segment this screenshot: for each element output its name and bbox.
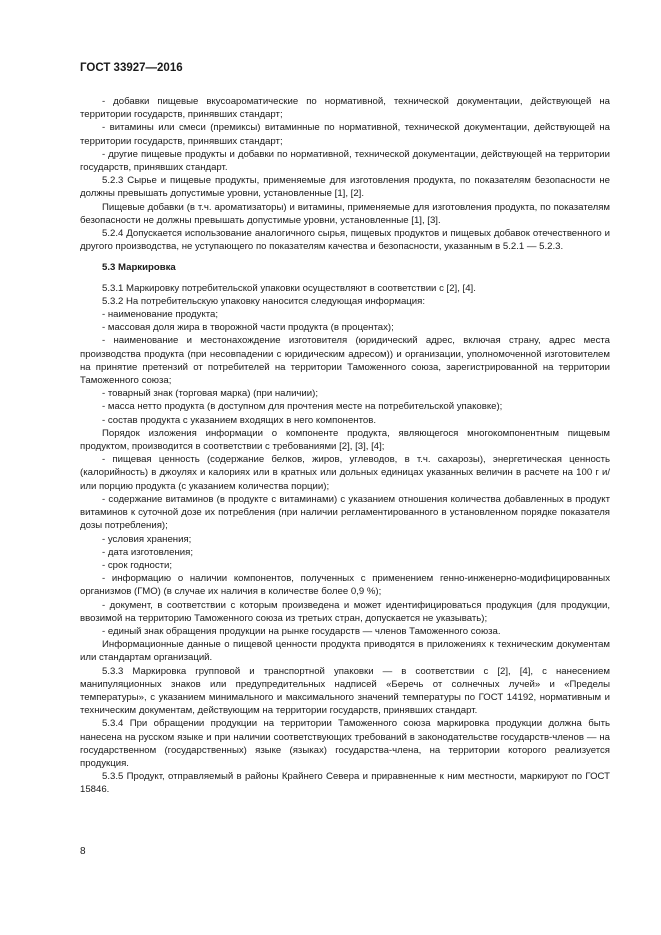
paragraph: Пищевые добавки (в т.ч. ароматизаторы) и витамины, применяемые для изготовления продукта, по показателям безопасности не должны превышать допустимые уровни, установленные [1], [3].	[80, 201, 610, 226]
paragraph: 5.2.3 Сырье и пищевые продукты, применяемые для изготовления продукта, по показателям безопасности не должны превышать допустимые уровни, установленные [1], [2].	[80, 175, 610, 200]
paragraph: - пищевая ценность (содержание белков, жиров, углеводов, в т.ч. сахарозы), энергетическая ценность (калорийность) в джоулях и калориях или в кратных или дольных единицах указанных величин в расчете на 100 г и/или порцию продукта (с указанием количества порции);	[80, 454, 610, 492]
paragraph: - срок годности;	[102, 559, 173, 571]
paragraph: - другие пищевые продукты и добавки по нормативной, технической документации, действующей на территории государств, принявших стандарт.	[80, 148, 610, 174]
paragraph: 5.3.5 Продукт, отправляемый в районы Крайнего Севера и приравненные к ним местности, маркируют по ГОСТ 15846.	[80, 771, 610, 796]
paragraph: 5.3.1 Маркировку потребительской упаковки осуществляют в соответствии с [2], [4].	[102, 282, 476, 294]
paragraph: 5.3.2 На потребительскую упаковку наносится следующая информация:	[102, 295, 425, 307]
paragraph: - витамины или смеси (премиксы) витаминные по нормативной, технической документации, действующей на территории государств, принявших стандарт;	[80, 122, 610, 147]
paragraph: - товарный знак (торговая марка) (при наличии);	[102, 388, 319, 400]
document-body	[80, 95, 610, 797]
paragraph: - добавки пищевые вкусоароматические по нормативной, технической документации, действующей на территории государств, принявших стандарт;	[80, 96, 610, 121]
paragraph: - единый знак обращения продукции на рынке государств — членов Таможенного союза.	[102, 625, 501, 637]
paragraph: - наименование продукта;	[102, 309, 219, 321]
paragraph: - наименование и местонахождение изготовителя (юридический адрес, включая страну, адрес места производства продукта (при несовпадении с юридическим адресом)) и организации, уполномоченной изготовителем на принятие претензий от потребителей на территории Таможенного союза, зарегистрированной на территории Таможенного союза;	[80, 335, 610, 387]
paragraph: Информационные данные о пищевой ценности продукта приводятся в приложениях к техническим документам или стандартам организаций.	[80, 639, 610, 664]
document-header: ГОСТ 33927—2016	[80, 62, 183, 74]
paragraph: - состав продукта с указанием входящих в него компонентов.	[102, 414, 376, 426]
section-heading: 5.3 Маркировка	[102, 262, 176, 274]
paragraph: - массовая доля жира в творожной части продукта (в процентах);	[102, 322, 394, 334]
paragraph: - условия хранения;	[102, 533, 192, 545]
paragraph: - масса нетто продукта (в доступном для прочтения месте на потребительской упаковке);	[102, 401, 503, 413]
paragraph: Порядок изложения информации о компоненте продукта, являющегося многокомпонентным пищевым продуктом, производится в соответствии с требованиями [2], [3], [4];	[80, 427, 610, 453]
page-number: 8	[80, 846, 86, 857]
paragraph: - дата изготовления;	[102, 546, 193, 558]
paragraph: 5.3.4 При обращении продукции на территории Таможенного союза маркировка продукции должна быть нанесена на русском языке и при наличии соответствующих требований в законодательстве государств-членов — на государственном (государственных) языке (языках) государства-члена, на территории которого реализуется продукция.	[80, 718, 610, 769]
paragraph: - информацию о наличии компонентов, полученных с применением генно-инженерно-модифицированных организмов (ГМО) (в случае их наличия в количестве более 0,9 %);	[80, 573, 610, 598]
paragraph: - документ, в соответствии с которым произведена и может идентифицироваться продукция (для продукции, ввозимой на территорию Таможенного союза из третьих стран, допускается не указывать);	[80, 599, 610, 624]
paragraph: - содержание витаминов (в продукте с витаминами) с указанием отношения количества добавленных в продукт витаминов к суточной дозе их потребления (при наличии регламентированного в установленном порядке показателя дозы потребления);	[80, 493, 610, 532]
paragraph: 5.3.3 Маркировка групповой и транспортной упаковки — в соответствии с [2], [4], с нанесением манипуляционных знаков или предупредительных надписей «Беречь от солнечных лучей» и «Пределы температуры», с указанием минимального и максимального значений температуры по ГОСТ 14192, нормативным и техническим документам, действующим на территории государств, принявших стандарт.	[80, 665, 610, 717]
paragraph: 5.2.4 Допускается использование аналогичного сырья, пищевых продуктов и пищевых добавок отечественного и другого производства, не уступающего по показателям качества и безопасности, указанным в 5.2.1 — 5.2.3.	[80, 228, 610, 253]
